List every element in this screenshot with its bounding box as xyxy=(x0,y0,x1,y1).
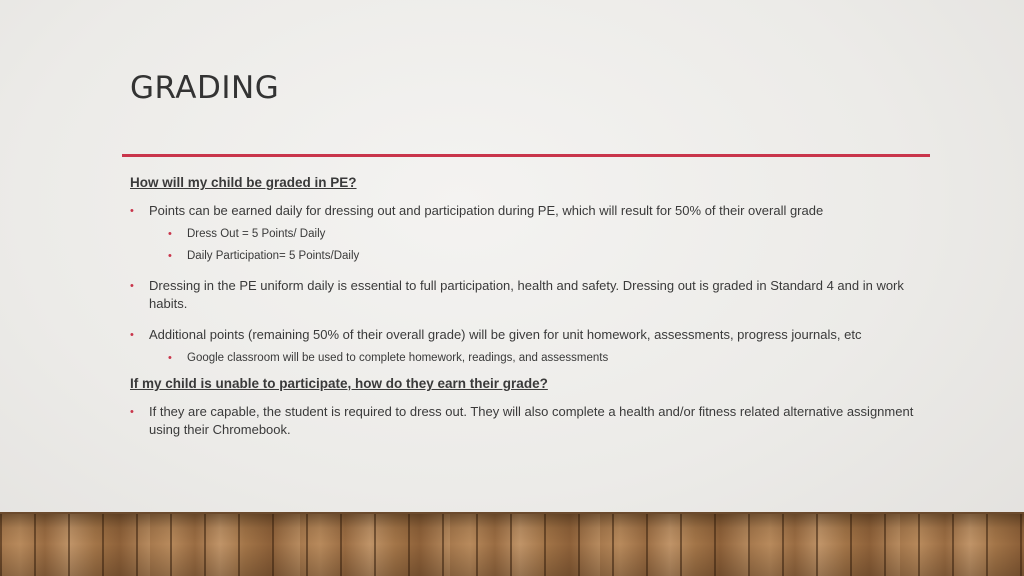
bullet-text: Google classroom will be used to complete homework, readings, and assessments xyxy=(187,352,609,364)
bullet-text: If they are capable, the student is required to dress out. They will also complete a health and/or fitness related alternative assignment using their Chromebook. xyxy=(149,404,914,437)
bullet-alternative-assignment xyxy=(130,403,920,439)
title-divider xyxy=(122,154,930,157)
bullet-additional-points xyxy=(130,326,920,344)
slide-content xyxy=(130,174,920,444)
slide-title: GRADING xyxy=(130,70,280,106)
bullet-text: Daily Participation= 5 Points/Daily xyxy=(187,250,360,262)
bullet-icon: • xyxy=(168,228,172,240)
sub-bullet-google-classroom xyxy=(130,349,920,367)
bullet-icon: • xyxy=(130,329,134,341)
bullet-text: Points can be earned daily for dressing out and participation during PE, which will result for 50% of their overall grade xyxy=(149,203,824,218)
bullet-uniform xyxy=(130,277,920,313)
floor-shadow xyxy=(0,514,1024,576)
bullet-icon: • xyxy=(168,352,172,364)
sub-bullet-participation xyxy=(130,247,920,265)
bullet-text: Additional points (remaining 50% of their overall grade) will be given for unit homework, assessments, progress journals, etc xyxy=(149,327,862,342)
question-heading-unable: If my child is unable to participate, how do they earn their grade? xyxy=(130,376,548,391)
bullet-icon: • xyxy=(130,205,134,217)
bullet-text: Dress Out = 5 Points/ Daily xyxy=(187,228,326,240)
bullet-text: Dressing in the PE uniform daily is essential to full participation, health and safety. Dressing out is graded in Standard 4 and in work habits. xyxy=(149,278,904,311)
bullet-daily-points xyxy=(130,202,920,220)
bullet-icon: • xyxy=(130,280,134,292)
bullet-icon: • xyxy=(130,406,134,418)
question-heading-grading: How will my child be graded in PE? xyxy=(130,175,357,190)
bullet-icon: • xyxy=(168,250,172,262)
sub-bullet-dress-out xyxy=(130,225,920,243)
